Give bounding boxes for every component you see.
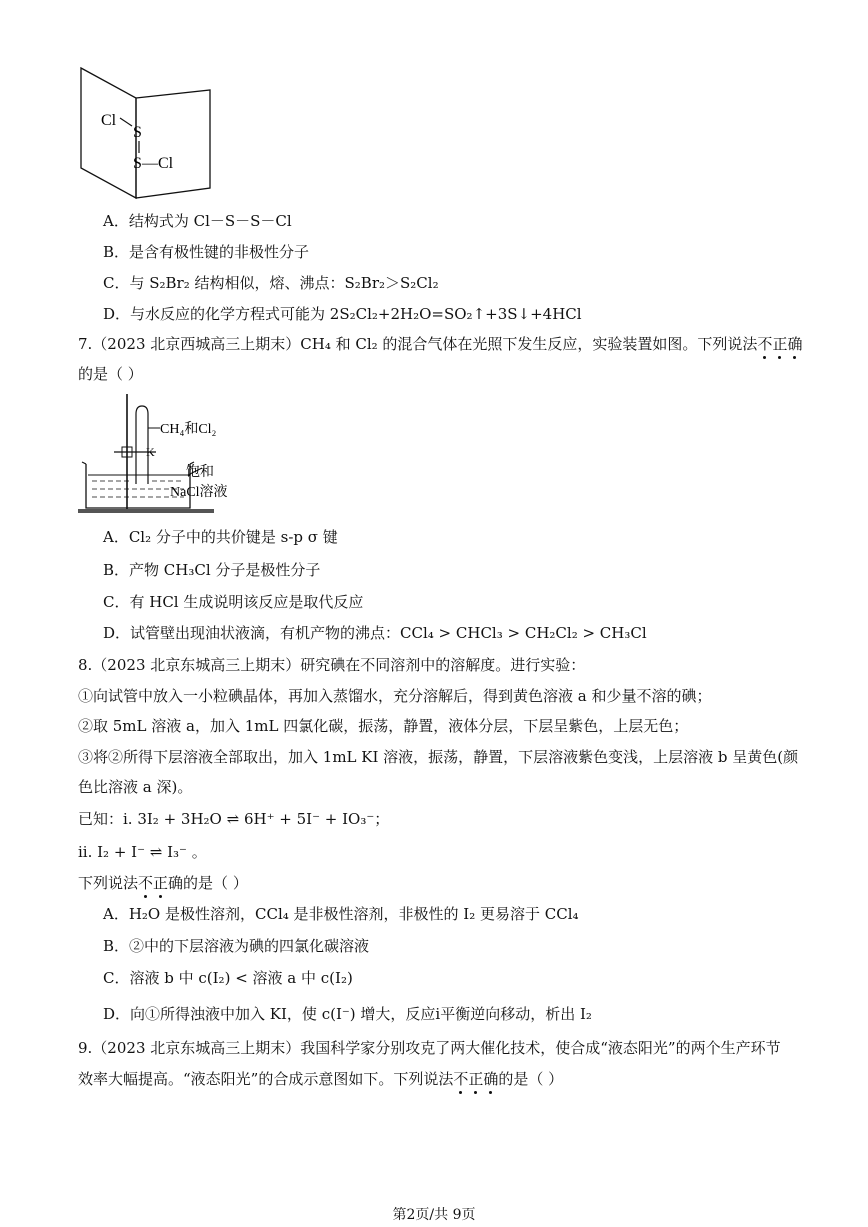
cl-left-label: Cl <box>101 112 117 129</box>
solution-label-1: 饱和 <box>186 465 214 480</box>
q7-option-b: B．产物 CH₃Cl 分子是极性分子 <box>103 561 321 579</box>
q9-stem-text: 效率大幅提高。“液态阳光”的合成示意图如下。下列说法 <box>78 1070 454 1088</box>
q8-emphasis-char: 不 <box>138 874 154 892</box>
q7-emphasis-char: 不 <box>757 335 773 353</box>
q8-option-a: A．H₂O 是极性溶剂，CCl₄ 是非极性溶剂，非极性的 I₂ 更易溶于 CCl₄ <box>103 905 579 923</box>
q8-step2: ②取 5mL 溶液 a，加入 1mL 四氯化碳，振荡，静置，液体分层，下层呈紫色，上层无色； <box>78 717 689 735</box>
ch4-cl2-apparatus-figure <box>78 392 278 518</box>
q8-question <box>78 874 248 892</box>
cl-right-label: —Cl <box>142 155 174 172</box>
q7-option-d: D．试管壁出现油状液滴，有机产物的沸点：CCl₄ > CHCl₃ > CH₂Cl₂ > CH₃Cl <box>103 624 647 642</box>
q8-step1: ①向试管中放入一小粒碘晶体，再加入蒸馏水，充分溶解后，得到黄色溶液 a 和少量不溶的碘； <box>78 687 712 705</box>
q8-option-c: C．溶液 b 中 c(I₂) < 溶液 a 中 c(I₂) <box>103 969 353 987</box>
q8-intro: 8.（2023 北京东城高三上期末）研究碘在不同溶剂中的溶解度。进行实验： <box>78 656 586 674</box>
q8-question-text: 确的是（ ） <box>168 874 248 892</box>
q6-option-c: C．与 S₂Br₂ 结构相似，熔、沸点：S₂Br₂＞S₂Cl₂ <box>103 274 439 292</box>
gas-label: CH₄和Cl₂ <box>160 422 217 437</box>
clamp-label: K <box>146 445 155 459</box>
q7-stem-line1 <box>78 335 802 353</box>
q8-known-i: 已知：i. 3I₂ + 3H₂O ⇌ 6H⁺ + 5I⁻ + IO₃⁻； <box>78 810 390 828</box>
q7-emphasis-char: 正 <box>772 335 788 353</box>
q8-question-text: 下列说法 <box>78 874 139 892</box>
q9-stem-text: 的是（ ） <box>498 1070 564 1088</box>
q6-option-b: B．是含有极性键的非极性分子 <box>103 243 310 261</box>
s2cl2-structure-figure <box>78 62 218 202</box>
solution-label-2: NaCl溶液 <box>170 485 228 500</box>
s-upper-label: S <box>133 124 142 141</box>
q7-option-a: A．Cl₂ 分子中的共价键是 s-p σ 键 <box>103 528 338 546</box>
s-lower-label: S <box>133 155 142 172</box>
q9-stem-line2 <box>78 1070 563 1088</box>
q9-emphasis-char: 不 <box>453 1070 469 1088</box>
q8-emphasis-char: 正 <box>153 874 169 892</box>
q8-option-b: B．②中的下层溶液为碘的四氯化碳溶液 <box>103 937 370 955</box>
q9-emphasis-char: 正 <box>468 1070 484 1088</box>
q8-known-ii: ii. I₂ + I⁻ ⇌ I₃⁻ 。 <box>78 843 207 861</box>
q7-option-c: C．有 HCl 生成说明该反应是取代反应 <box>103 593 364 611</box>
q9-emphasis-char: 确 <box>483 1070 499 1088</box>
q8-option-d: D．向①所得浊液中加入 KI，使 c(I⁻) 增大，反应i平衡逆向移动，析出 I₂ <box>103 1005 592 1023</box>
q7-stem-line2: 的是（ ） <box>78 365 143 383</box>
q9-stem-line1: 9.（2023 北京东城高三上期末）我国科学家分别攻克了两大催化技术，使合成“液态阳光”的两个生产环节 <box>78 1039 781 1057</box>
q8-step3-line2: 色比溶液 a 深)。 <box>78 778 193 796</box>
q7-stem-text: 7.（2023 北京西城高三上期末）CH₄ 和 Cl₂ 的混合气体在光照下发生反应，实验装置如图。下列说法 <box>78 335 758 353</box>
q6-option-d: D．与水反应的化学方程式可能为 2S₂Cl₂+2H₂O=SO₂↑+3S↓+4HCl <box>103 305 582 323</box>
q6-option-a: A．结构式为 Cl－S－S－Cl <box>103 212 292 230</box>
page-footer: 第2页/共 9页 <box>392 1207 476 1223</box>
q7-emphasis-char: 确 <box>787 335 803 353</box>
q8-step3-line1: ③将②所得下层溶液全部取出，加入 1mL KI 溶液，振荡，静置，下层溶液紫色变浅，上层溶液 b 呈黄色(颜 <box>78 748 799 766</box>
